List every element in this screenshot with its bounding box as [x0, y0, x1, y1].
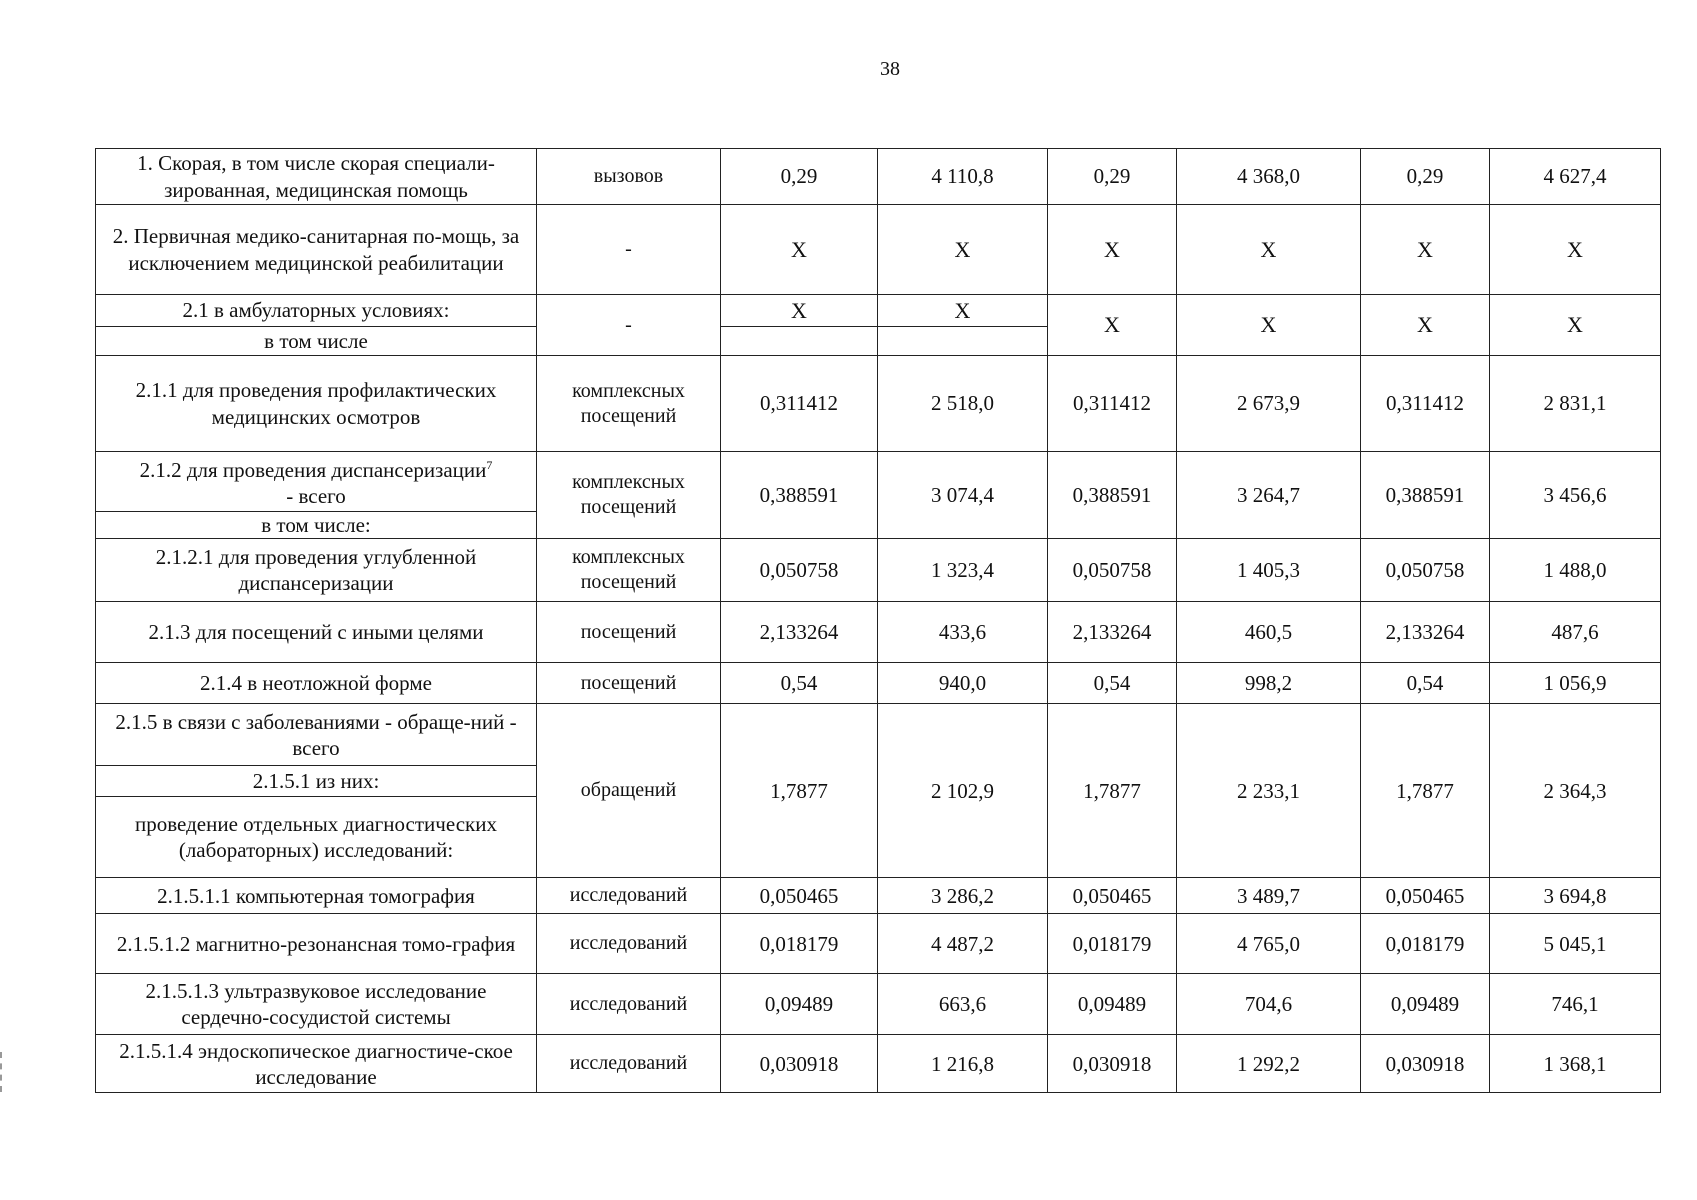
value-cell: 2 233,1 — [1177, 704, 1361, 878]
value-cell: 0,09489 — [1048, 974, 1177, 1035]
value-cell: 3 456,6 — [1490, 452, 1661, 539]
value-cell: X — [878, 205, 1048, 295]
unit-cell: исследований — [537, 878, 721, 914]
row-name-cell: 2.1.5.1.4 эндоскопическое диагностиче-ское исследование — [96, 1035, 537, 1093]
table-row — [96, 974, 1661, 1035]
value-cell: 0,050465 — [1361, 878, 1490, 914]
value-cell: 3 074,4 — [878, 452, 1048, 539]
row-name-cell: 2.1.5.1.2 магнитно-резонансная томо-графия — [96, 914, 537, 974]
value-cell: X — [1048, 295, 1177, 356]
value-cell: 0,388591 — [721, 452, 878, 539]
value-cell: X — [1361, 295, 1490, 356]
table-row — [96, 602, 1661, 663]
unit-cell: комплексных посещений — [537, 356, 721, 452]
value-cell: 3 489,7 — [1177, 878, 1361, 914]
unit-cell: посещений — [537, 602, 721, 663]
row-name-text: - всего — [286, 483, 346, 508]
row-name-cell: в том числе — [96, 327, 537, 356]
value-cell: 2 102,9 — [878, 704, 1048, 878]
value-cell: X — [1177, 295, 1361, 356]
value-cell: X — [1490, 205, 1661, 295]
value-cell: 0,54 — [1048, 663, 1177, 704]
unit-cell: комплексных посещений — [537, 452, 721, 539]
value-cell: 0,030918 — [1048, 1035, 1177, 1093]
value-cell: 0,018179 — [721, 914, 878, 974]
table-row — [96, 205, 1661, 295]
value-cell: 2,133264 — [721, 602, 878, 663]
row-name-cell: 2.1.5.1.3 ультразвуковое исследование сердечно-сосудистой системы — [96, 974, 537, 1035]
standards-table — [95, 148, 1661, 1093]
unit-cell: вызовов — [537, 149, 721, 205]
value-cell: 940,0 — [878, 663, 1048, 704]
value-cell: X — [1177, 205, 1361, 295]
table-row — [96, 539, 1661, 602]
value-cell: 663,6 — [878, 974, 1048, 1035]
value-cell: 0,311412 — [1048, 356, 1177, 452]
value-cell: 1 323,4 — [878, 539, 1048, 602]
table-row — [96, 149, 1661, 205]
table-row — [96, 295, 1661, 327]
value-cell: 2 518,0 — [878, 356, 1048, 452]
value-cell: X — [1048, 205, 1177, 295]
value-cell: 4 765,0 — [1177, 914, 1361, 974]
value-cell: 746,1 — [1490, 974, 1661, 1035]
value-cell: 0,29 — [721, 149, 878, 205]
unit-cell: - — [537, 205, 721, 295]
value-cell: 0,09489 — [1361, 974, 1490, 1035]
value-cell: 1 216,8 — [878, 1035, 1048, 1093]
value-cell: 2 364,3 — [1490, 704, 1661, 878]
value-cell: 4 110,8 — [878, 149, 1048, 205]
unit-cell: посещений — [537, 663, 721, 704]
value-cell: 433,6 — [878, 602, 1048, 663]
value-cell: X — [1361, 205, 1490, 295]
row-name-cell: 2.1.3 для посещений с иными целями — [96, 602, 537, 663]
unit-cell: исследований — [537, 974, 721, 1035]
page-number: 38 — [880, 58, 900, 80]
table-row — [96, 452, 1661, 512]
value-cell: 2 831,1 — [1490, 356, 1661, 452]
row-name-text: 2.1.2 для проведения диспансеризации — [139, 457, 487, 482]
value-cell: X — [721, 205, 878, 295]
row-name-cell — [96, 452, 537, 512]
value-cell: 1 056,9 — [1490, 663, 1661, 704]
unit-cell: комплексных посещений — [537, 539, 721, 602]
value-cell: 2,133264 — [1361, 602, 1490, 663]
value-cell: 3 286,2 — [878, 878, 1048, 914]
table-row — [96, 704, 1661, 766]
value-cell: 0,388591 — [1361, 452, 1490, 539]
value-cell: 0,050758 — [1048, 539, 1177, 602]
value-cell: 1 488,0 — [1490, 539, 1661, 602]
empty-cell — [721, 327, 878, 356]
value-cell: 4 487,2 — [878, 914, 1048, 974]
value-cell: 0,050465 — [721, 878, 878, 914]
value-cell: 0,29 — [1048, 149, 1177, 205]
value-cell: 1 405,3 — [1177, 539, 1361, 602]
value-cell: 1,7877 — [721, 704, 878, 878]
value-cell: 704,6 — [1177, 974, 1361, 1035]
value-cell: 1,7877 — [1361, 704, 1490, 878]
unit-cell: исследований — [537, 1035, 721, 1093]
value-cell: 4 368,0 — [1177, 149, 1361, 205]
value-cell: 0,29 — [1361, 149, 1490, 205]
value-cell: X — [1490, 295, 1661, 356]
value-cell: 3 264,7 — [1177, 452, 1361, 539]
value-cell: 0,050758 — [1361, 539, 1490, 602]
value-cell: 0,54 — [721, 663, 878, 704]
row-name-cell: проведение отдельных диагностических (лабораторных) исследований: — [96, 797, 537, 878]
value-cell: 2 673,9 — [1177, 356, 1361, 452]
row-name-cell: 2.1.5 в связи с заболеваниями - обраще-ний - всего — [96, 704, 537, 766]
row-name-cell: 2.1.1 для проведения профилактических медицинских осмотров — [96, 356, 537, 452]
row-name-cell: 2.1.2.1 для проведения углубленной диспансеризации — [96, 539, 537, 602]
value-cell: 0,388591 — [1048, 452, 1177, 539]
table-row — [96, 878, 1661, 914]
value-cell: 0,050465 — [1048, 878, 1177, 914]
value-cell: X — [721, 295, 878, 327]
table-row — [96, 1035, 1661, 1093]
unit-cell: обращений — [537, 704, 721, 878]
table-row — [96, 914, 1661, 974]
value-cell: 1,7877 — [1048, 704, 1177, 878]
value-cell: 0,050758 — [721, 539, 878, 602]
empty-cell — [878, 327, 1048, 356]
scan-margin-marks — [0, 1052, 5, 1092]
row-name-cell: 2. Первичная медико-санитарная по-мощь, за исключением медицинской реабилитации — [96, 205, 537, 295]
table-row — [96, 663, 1661, 704]
row-name-cell: в том числе: — [96, 512, 537, 539]
value-cell: 0,018179 — [1361, 914, 1490, 974]
row-name-cell: 2.1.5.1.1 компьютерная томография — [96, 878, 537, 914]
unit-cell: исследований — [537, 914, 721, 974]
value-cell: 0,311412 — [721, 356, 878, 452]
row-name-cell: 2.1 в амбулаторных условиях: — [96, 295, 537, 327]
value-cell: 0,09489 — [721, 974, 878, 1035]
value-cell: 5 045,1 — [1490, 914, 1661, 974]
table-row — [96, 356, 1661, 452]
value-cell: 0,018179 — [1048, 914, 1177, 974]
value-cell: 3 694,8 — [1490, 878, 1661, 914]
footnote-marker: 7 — [486, 457, 493, 472]
value-cell: 4 627,4 — [1490, 149, 1661, 205]
row-name-cell: 2.1.4 в неотложной форме — [96, 663, 537, 704]
value-cell: 460,5 — [1177, 602, 1361, 663]
value-cell: 487,6 — [1490, 602, 1661, 663]
value-cell: 0,030918 — [721, 1035, 878, 1093]
row-name-cell: 2.1.5.1 из них: — [96, 766, 537, 797]
value-cell: 2,133264 — [1048, 602, 1177, 663]
value-cell: X — [878, 295, 1048, 327]
value-cell: 0,311412 — [1361, 356, 1490, 452]
value-cell: 1 368,1 — [1490, 1035, 1661, 1093]
unit-cell: - — [537, 295, 721, 356]
value-cell: 0,54 — [1361, 663, 1490, 704]
value-cell: 0,030918 — [1361, 1035, 1490, 1093]
value-cell: 1 292,2 — [1177, 1035, 1361, 1093]
row-name-cell: 1. Скорая, в том числе скорая специали-зированная, медицинская помощь — [96, 149, 537, 205]
value-cell: 998,2 — [1177, 663, 1361, 704]
